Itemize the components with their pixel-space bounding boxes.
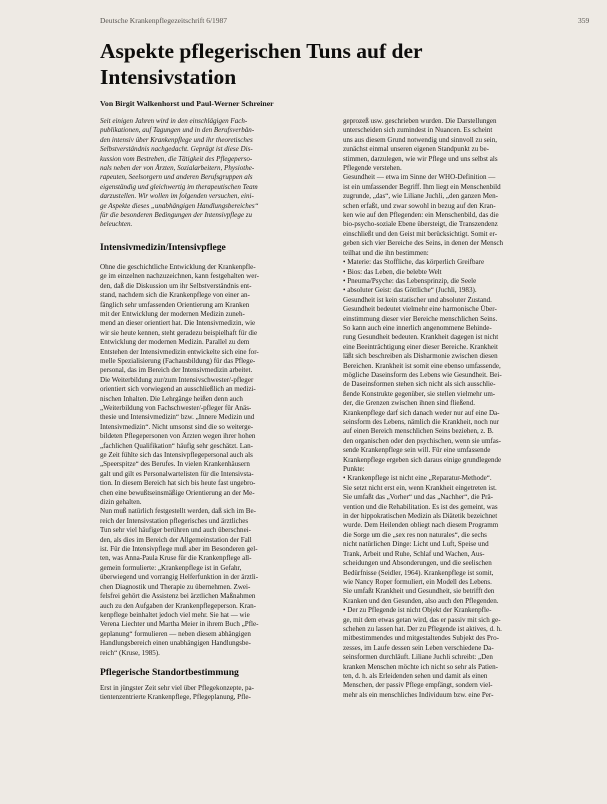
- text-line: Selbstverständnis nachgedacht. Geprägt ist diese Dis-: [100, 145, 253, 154]
- text-line: bildeten Pflegepersonen von Ärzten wegen ihrer hohen: [100, 432, 256, 441]
- text-line: Sie umfaßt das „Vorher“ und das „Nachher“, die Prä-: [343, 493, 493, 502]
- text-line: ge Zeit fühlte sich das Intensivpflegepersonal auch als: [100, 451, 253, 459]
- text-line: den, als dies im Bereich der Allgemeinstation der Fall: [100, 535, 252, 544]
- text-line: seinsformen durchläuft. Liliane Juchli schreibt: „Den: [343, 653, 493, 662]
- text-line: reich der Intensivstation pflegerisches und ärztliches: [100, 516, 249, 525]
- text-line: sende Krankenpflege sein will. Für eine umfassende: [343, 446, 491, 455]
- text-line: wie Nancy Roper formuliert, ein Modell des Lebens.: [343, 577, 492, 586]
- text-line: reich“ (Kruse, 1985).: [100, 648, 160, 657]
- text-line: den organischen oder den psychischen, wenn sie umfas-: [343, 436, 501, 445]
- text-line: für die besonderen Bedingungen der Intensivpflege zu: [100, 211, 252, 220]
- text-line: dizin gehalten.: [100, 498, 142, 507]
- text-line: Pflegende verstehen.: [343, 164, 402, 173]
- text-line: geben sich vier Bereiche des Seins, in denen der Mensch: [343, 239, 504, 248]
- column-right: [343, 117, 577, 700]
- text-line: teilhat und die ihn bestimmen:: [343, 248, 429, 257]
- page-number: 359: [578, 16, 590, 25]
- text-line: Krankenpflege ergeben sich daraus einige grundlegende: [343, 455, 502, 464]
- text-line: zugrunde, „das“, wie Liliane Juchli, „den ganzen Men-: [343, 192, 498, 201]
- text-line: Sie setzt nicht erst ein, wenn Krankheit eingetreten ist.: [343, 483, 497, 492]
- text-line: chen eine bewußtseinsmäßige Orientierung an der Me-: [100, 488, 255, 497]
- text-line: scheidungen und Absonderungen, und die seelischen: [343, 559, 492, 568]
- text-line: nals neben der von Ärzten, Sozialarbeitern, Physiothe-: [100, 164, 255, 173]
- text-line: in der hippokratischen Medizin als Diätetik bezeichnet: [343, 512, 498, 521]
- text-line: tion. In diesem Bereich hat sich bis heute fast ungebro-: [100, 479, 256, 488]
- text-line: beleuchten.: [100, 220, 133, 229]
- text-line: zesses, im Laufe dessen sein Leben verschiedene Da-: [343, 643, 494, 652]
- text-line: vention und die Rehabilitation. Es ist des gemeint, was: [343, 502, 498, 511]
- article-title: [100, 38, 480, 90]
- text-line: schen erfaßt, und zwar sowohl in bezug auf den Kran-: [343, 201, 496, 210]
- text-line: einschließt und den Geist mit berücksichtigt. Somit er-: [343, 229, 498, 238]
- text-line: mehr als ein menschliches Individuum bzw. eine Per-: [343, 690, 494, 699]
- text-line: Entwicklung der modernen Medizin. Parallel zu dem: [100, 338, 250, 347]
- text-line: • Bios: das Leben, die belebte Welt: [343, 267, 442, 276]
- running-head: Deutsche Krankenpflegezeitschrift 6/1987: [100, 16, 228, 25]
- text-line: schehen zu lassen hat. Der zu Pflegende ist aktives, d. h.: [343, 624, 502, 633]
- section-heading-intensivmedizin: Intensivmedizin/Intensivpflege: [100, 241, 226, 253]
- text-line: einstimmung dieser vier Bereiche menschlichen Seins.: [343, 314, 498, 323]
- text-line: auch zu den Aufgaben der Krankenpflegeperson. Kran-: [100, 601, 256, 610]
- text-line: Menschen, der passiv Pflege empfängt, sondern viel-: [343, 681, 493, 690]
- text-line: seinsform des Lebens, nämlich die Krankheit, noch nur: [343, 418, 499, 426]
- text-line: Intensivmedizin“. Nicht umsonst sind die so weiterge-: [100, 422, 254, 431]
- text-line: Punkte:: [343, 465, 365, 474]
- text-line: • Der zu Pflegende ist nicht Objekt der Krankenpfle-: [343, 606, 492, 615]
- text-line: gemein formulierte: „Krankenpflege ist in Gefahr,: [100, 563, 242, 572]
- text-line: Tun sehr viel häufiger berühren und auch überschnei-: [100, 526, 252, 535]
- intro-paragraph: [100, 117, 332, 230]
- text-line: darzustellen. Wir wollen im folgenden versuchen, eini-: [100, 192, 254, 201]
- text-line: stimmen, darzulegen, wie wir Pflege und uns selbst als: [343, 154, 498, 163]
- text-line: nischen Inhalten. Die Lehrgänge heißen denn auch: [100, 394, 243, 403]
- text-line: wir sie heute kennen, steht geradezu beispielhaft für die: [100, 328, 258, 337]
- text-line: geprozeß usw. geschrieben wurden. Die Darstellungen: [343, 117, 497, 125]
- section-heading-standortbestimmung: Pflegerische Standortbestimmung: [100, 666, 239, 678]
- text-line: Sie umfaßt Krankheit und Gesundheit, sie betrifft den: [343, 587, 495, 596]
- text-line: fänglich sehr umfassenden Orientierung am Kranken: [100, 300, 250, 309]
- text-line: ten, d. h. als Erleidenden sehen und damit als einen: [343, 671, 488, 680]
- text-line: personal, das im Bereich der Intensivmedizin arbeitet.: [100, 366, 253, 375]
- text-line: Gesundheit — etwa im Sinne der WHO-Definition —: [343, 173, 496, 182]
- text-line: Kranken und den Gesunden, also auch den Pflegenden.: [343, 596, 499, 605]
- text-line: mögliche Daseinsform des Lebens wie Gesundheit. Bei-: [343, 370, 502, 379]
- column-left: [100, 117, 332, 703]
- text-line: Gesundheit bedeutet vielmehr eine harmonische Über-: [343, 305, 497, 314]
- text-line: Bereichen. Krankheit ist somit eine ebenso umfassende,: [343, 361, 501, 370]
- text-line: geplanung“ formulieren — neben diesem abhängigen: [100, 629, 251, 638]
- text-line: Seit einigen Jahren wird in den einschlägigen Fach-: [100, 117, 248, 125]
- text-line: Handlungsbereich einen unabhängigen Handlungsbe-: [100, 639, 251, 648]
- text-line: eine Beeinträchtigung einer dieser Bereiche. Krankheit: [343, 342, 498, 351]
- text-line: der, die Grenzen zwischen ihnen sind fließend.: [343, 399, 475, 408]
- text-line: Nun muß natürlich festgestellt werden, daß sich im Be-: [100, 507, 256, 516]
- text-line: ist. Für die Intensivpflege muß aber im Besonderen gel-: [100, 545, 258, 554]
- text-line: Gesundheit ist kein statischer und absoluter Zustand.: [343, 295, 492, 304]
- text-line: eigenständig und gleichwertig im therapeutischen Team: [100, 182, 258, 191]
- body-paragraph: [343, 117, 577, 700]
- text-line: den intensiv über Krankenpflege und ihr theoretisches: [100, 135, 253, 144]
- text-line: „fachlichen Qualifikation“ häufig sehr geschätzt. Lan-: [100, 441, 254, 450]
- byline: Von Birgit Walkenhorst und Paul-Werner Schreiner: [100, 99, 274, 108]
- text-line: galt und gilt es Personalwartelisten für die Intensivsta-: [100, 469, 254, 478]
- text-line: den, daß die Diskussion um ihr Selbstverständnis ent-: [100, 281, 252, 290]
- text-line: • Krankenpflege ist nicht eine „Reparatur-Methode“.: [343, 474, 492, 483]
- text-line: Trank, Arbeit und Ruhe, Schlaf und Wachen, Aus-: [343, 549, 485, 558]
- text-line: • Materie: das Stoffliche, das körperlich Greifbare: [343, 258, 485, 267]
- text-line: Krankenpflege darf sich danach weder nur auf eine Da-: [343, 408, 500, 417]
- text-line: wurde. Dem Heilenden obliegt nach diesem Programm: [343, 521, 499, 530]
- text-line: • absoluter Geist: das Göttliche“ (Juchli, 1983).: [343, 286, 477, 295]
- text-line: ge, mit dem etwas getan wird, das er passiv mit sich ge-: [343, 615, 501, 624]
- text-line: mit der Entwicklung der modernen Medizin zuneh-: [100, 309, 245, 318]
- text-line: kranken Menschen möchte ich nicht so sehr als Patien-: [343, 662, 498, 671]
- title-line: Intensivstation: [100, 65, 237, 89]
- text-line: ken wie auf den Pflegenden: ein Menschenbild, das die: [343, 211, 499, 220]
- body-paragraph: [100, 263, 332, 658]
- text-line: mitbestimmendes und mitgestaltendes Subjekt des Pro-: [343, 634, 499, 643]
- body-paragraph: [100, 684, 332, 703]
- text-line: chen Diagnostik und Therapie zu übernehmen. Zwei-: [100, 582, 251, 591]
- text-line: uns aus diesem Grund notwendig und sinnvoll zu sein,: [343, 135, 498, 144]
- text-line: Ohne die geschichtliche Entwicklung der Krankenpfle-: [100, 262, 256, 271]
- text-line: • Pneuma/Psyche: das Lebensprinzip, die Seele: [343, 276, 477, 285]
- text-line: de Daseinsformen stehen sich nicht als sich ausschlie-: [343, 380, 496, 389]
- text-line: kenpflege beinhaltet jedoch viel mehr. Sie hat — wie: [100, 610, 250, 619]
- text-line: Erst in jüngster Zeit sehr viel über Pflegekonzepte, pa-: [100, 683, 255, 692]
- text-line: Verena Liechter und Martha Meier in ihrem Buch „Pfle-: [100, 620, 259, 629]
- text-line: thesie und Intensivmedizin“ bzw. „Innere Medizin und: [100, 413, 255, 422]
- text-line: tientenzentrierte Krankenpflege, Pflegeplanung, Pfle-: [100, 693, 251, 702]
- text-line: nicht natürlichen Dinge: Licht und Luft, Speise und: [343, 540, 489, 549]
- text-line: kussion vom Bestreben, die Tätigkeit des Pflegeperso-: [100, 154, 253, 163]
- text-line: ge Aspekte dieses „unabhängigen Handlungsbereiches“: [100, 201, 259, 210]
- text-line: auf einen Bereich menschlichen Seins beziehen, z. B.: [343, 427, 494, 436]
- text-line: ßende Konstrukte gegenüber, sie stellen vielmehr um-: [343, 389, 496, 398]
- text-line: So kann auch eine innerlich angenommene Behinde-: [343, 323, 492, 332]
- text-line: „Speerspitze“ des Berufes. In vielen Krankenhäusern: [100, 460, 250, 469]
- text-line: überwiegend und vorrangig Helferfunktion in der ärztli-: [100, 573, 259, 582]
- text-line: ist ein umfassender Begriff. Ihm liegt ein Menschenbild: [343, 182, 501, 191]
- text-line: läßt sich beschreiben als Disharmonie zwischen diesen: [343, 352, 498, 361]
- text-line: zunächst einmal unseren eigenen Standpunkt zu be-: [343, 145, 489, 154]
- text-line: felsfrei gehört die Assistenz bei ärztlichen Maßnahmen: [100, 592, 256, 601]
- text-line: unterscheiden sich zumindest in Nuancen. Es scheint: [343, 126, 493, 135]
- text-line: bio-psycho-soziale Ebene übersteigt, die Transzendenz: [343, 220, 498, 229]
- text-line: die Sorge um die „sex res non naturales“, die sechs: [343, 530, 487, 539]
- text-line: „Weiterbildung von Fachschwester/-pfleger für Anäs-: [100, 403, 252, 412]
- title-line: Aspekte pflegerischen Tuns auf der: [100, 39, 423, 63]
- text-line: mend an dieser orientiert hat. Die Intensivmedizin, wie: [100, 319, 256, 328]
- text-line: Entstehen der Intensivmedizin entwickelte sich eine for-: [100, 347, 259, 356]
- text-line: Die Weiterbildung zur/zum Intensivschwester/-pfleger: [100, 375, 254, 384]
- text-line: orientiert sich vorwiegend an ausschließlich an medizi-: [100, 385, 256, 394]
- text-line: melle Spezialisierung (Fachausbildung) für das Pflege-: [100, 356, 256, 365]
- text-line: Bedürfnisse (Seidler, 1964). Krankenpflege ist somit,: [343, 568, 494, 577]
- text-line: publikationen, auf Tagungen und in den Berufsverbän-: [100, 126, 255, 135]
- text-line: ge im einzelnen nachzuzeichnen, kann festgehalten wer-: [100, 272, 259, 281]
- text-line: rung Gesundheit bedeuten. Krankheit dagegen ist nicht: [343, 333, 499, 342]
- text-line: stand, nachdem sich die Krankenpflege von einer an-: [100, 291, 250, 300]
- text-line: ten, was Anna-Paula Kruse für die Krankenpflege all-: [100, 554, 252, 563]
- text-line: rapeuten, Seelsorgern und anderen Berufsgruppen als: [100, 173, 253, 182]
